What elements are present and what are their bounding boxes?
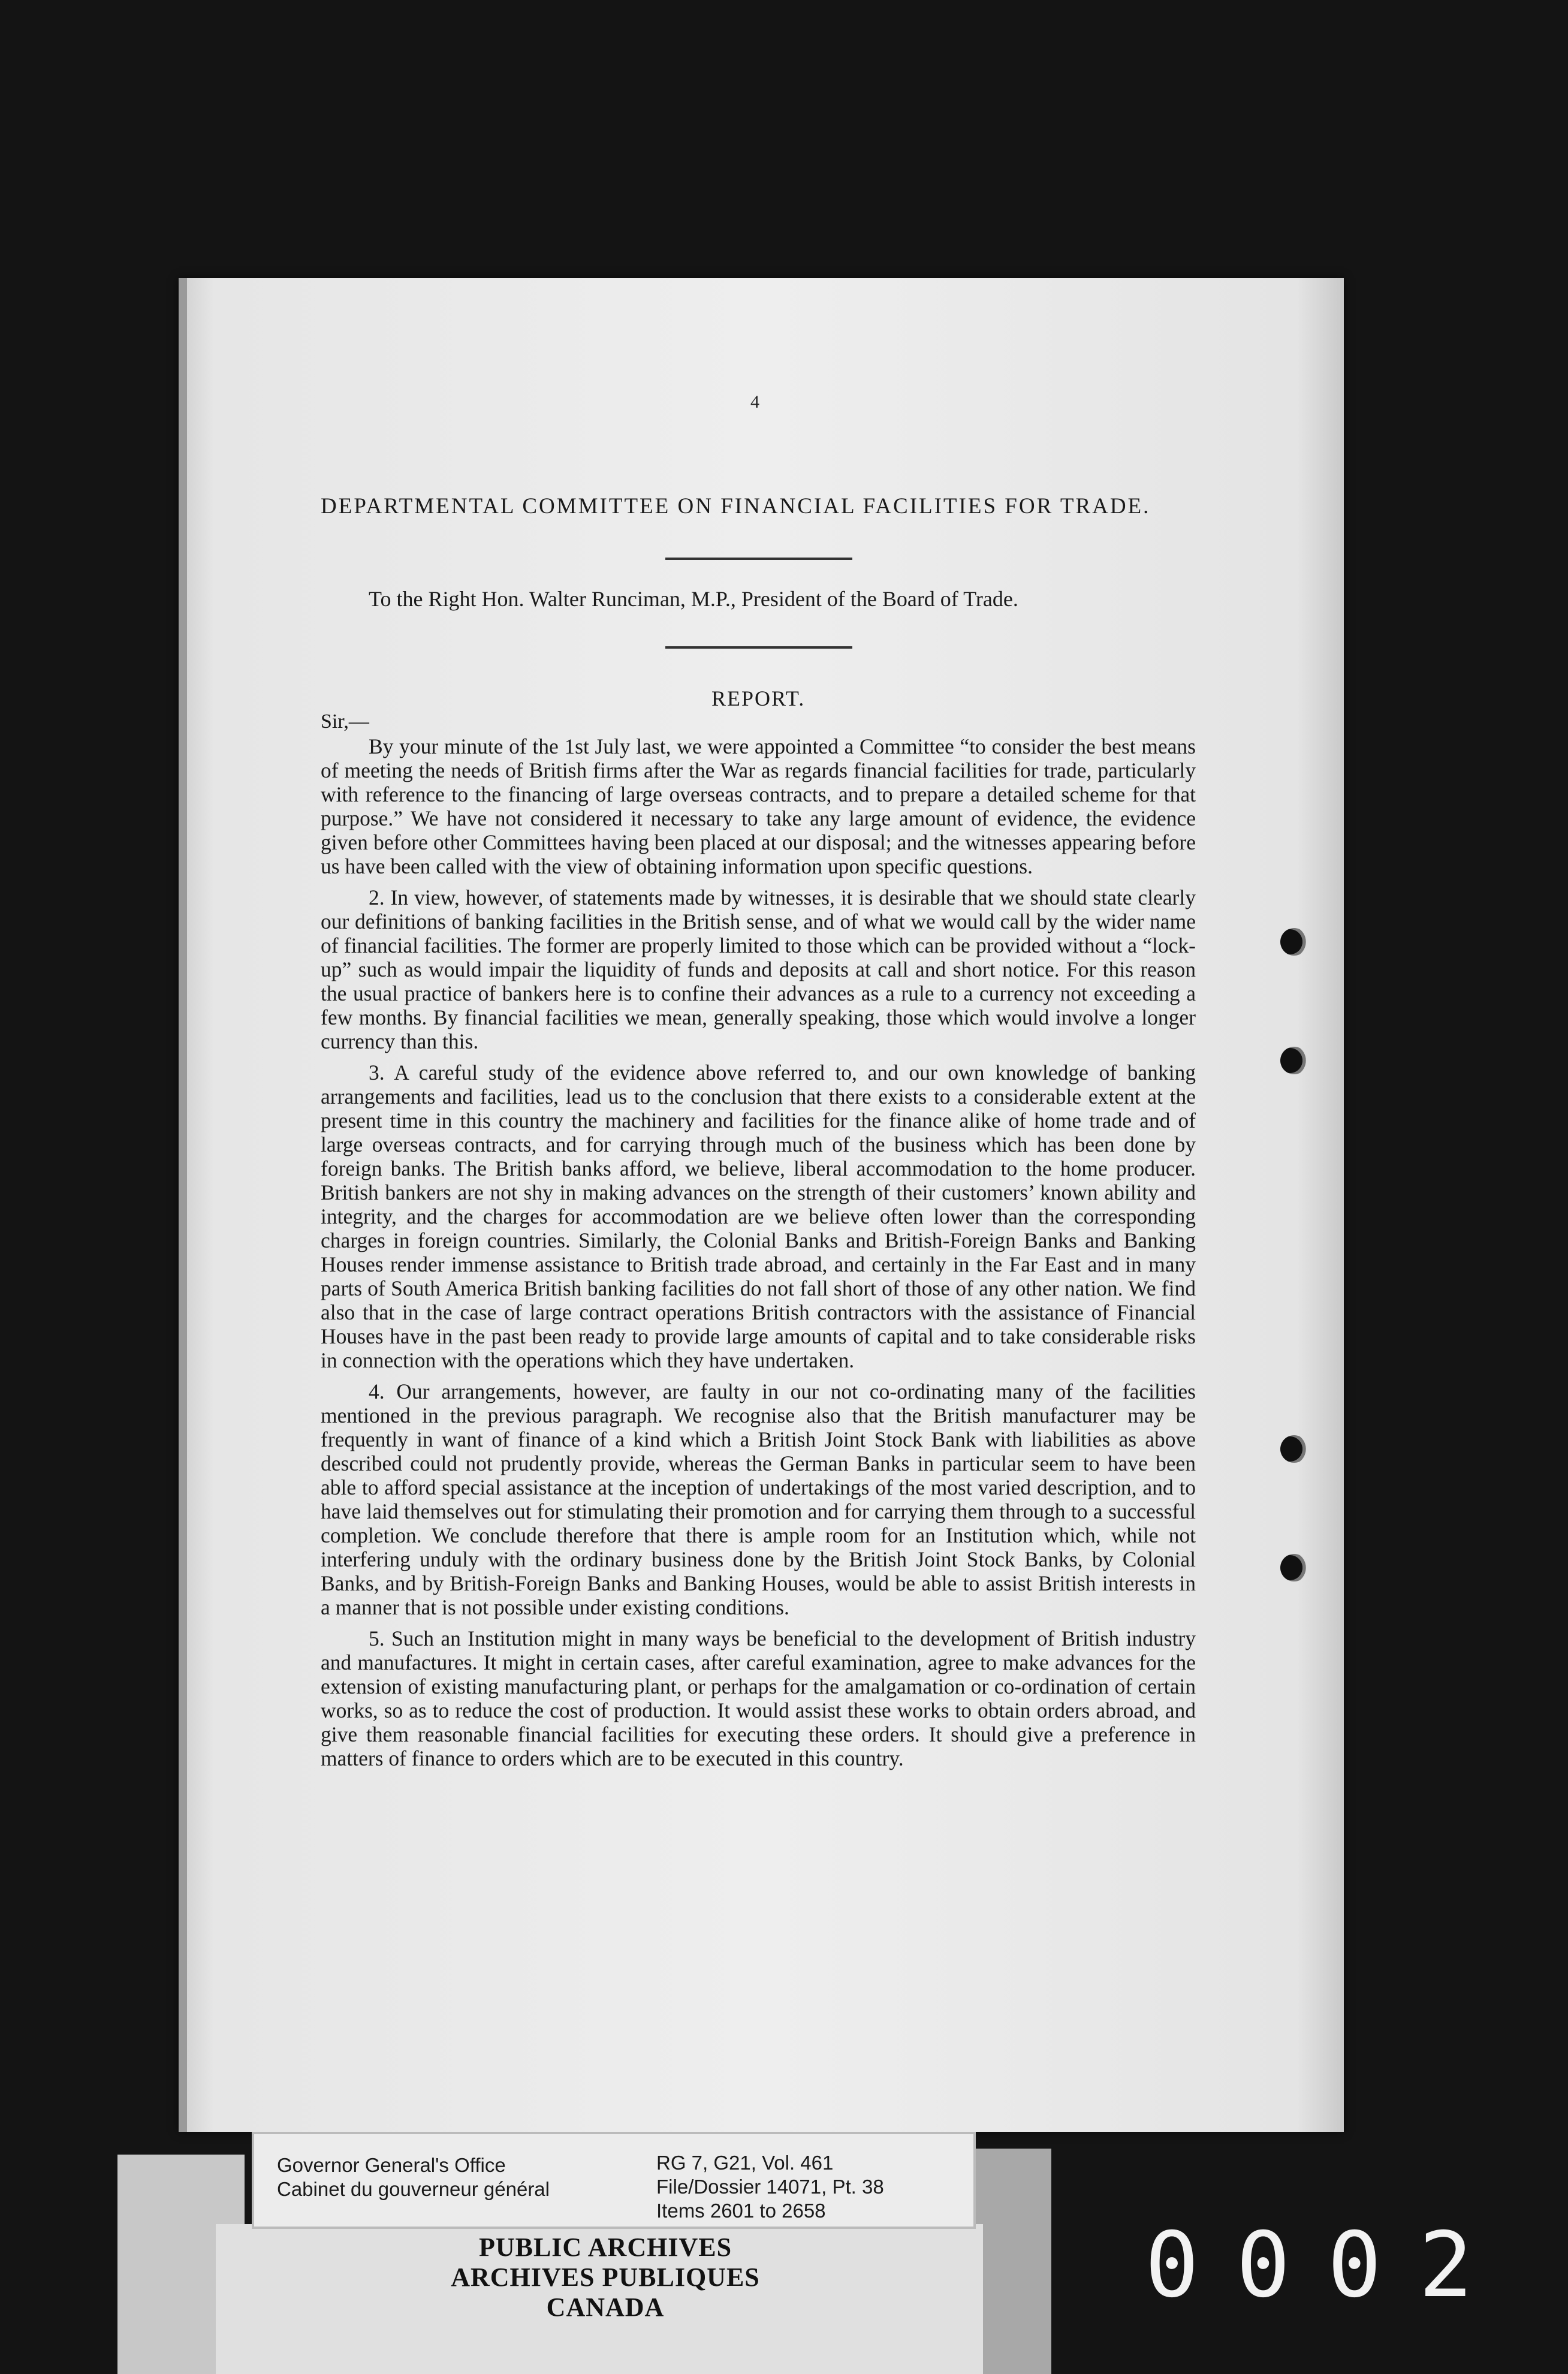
office-english: Governor General's Office bbox=[277, 2154, 506, 2176]
paragraph-2: 2. In view, however, of statements made by witnesses, it is desirable that we should state clearly our definitions of banking facilities in the British sense, and of what we would call by the wider name of financial facilities. The former are properly limited to those which can be provided without a “lock-up” such as would impair the liquidity of funds and deposits at call and short notice. For this reason the usual practice of bankers here is to confine their advances as a rule to a currency not exceeding a few months. By financial facilities we mean, generally speaking, those which would involve a longer currency than this. bbox=[321, 885, 1196, 1053]
binding-hole bbox=[1280, 1554, 1308, 1581]
items-range: Items 2601 to 2658 bbox=[656, 2200, 826, 2222]
title-divider-bottom bbox=[665, 646, 852, 649]
addressee-line: To the Right Hon. Walter Runciman, M.P., President of the Board of Trade. bbox=[369, 587, 1018, 611]
report-heading: REPORT. bbox=[711, 686, 806, 710]
archive-label-reference bbox=[656, 2151, 884, 2223]
archive-stamp bbox=[372, 2233, 839, 2322]
paragraph-1: By your minute of the 1st July last, we were appointed a Committee “to consider the best means of meeting the needs of British firms after the War as regards financial facilities for trade, particularly with reference to the financing of large overseas contracts, and to prepare a detailed scheme for that purpose.” We have not considered it necessary to take any large amount of evidence, the evidence given before other Committees having been placed at our disposal; and the witnesses appearing before us have been called with the view of obtaining information upon specific questions. bbox=[321, 734, 1196, 878]
archive-label-office bbox=[277, 2153, 550, 2201]
binding-hole bbox=[1280, 1047, 1308, 1074]
paragraph-3: 3. A careful study of the evidence above referred to, and our own knowledge of banking arrangements and facilities, lead us to the conclusion that there exists to a considerable extent at the present time in this country the machinery and facilities for the finance alike of home trade and of large overseas contracts, and for carrying through much of the business which has been done by foreign banks. The British banks afford, we believe, liberal accommodation to the home producer. British bankers are not shy in making advances on the strength of their customers’ known ability and integrity, and the charges for accommodation are we believe often lower than the corresponding charges in foreign countries. Similarly, the Colonial Banks and British-Foreign Banks and Banking Houses render immense assistance to British trade abroad, and certainly in the Far East and in many parts of South America British banking facilities do not fall short of those of any other nation. We find also that in the case of large contract operations British contractors with the assistance of Financial Houses have in the past been ready to provide large amounts of capital and to take considerable risks in connection with the operations which they have undertaken. bbox=[321, 1061, 1196, 1372]
file-dossier: File/Dossier 14071, Pt. 38 bbox=[656, 2176, 884, 2198]
binding-hole bbox=[1280, 928, 1308, 956]
page-number: 4 bbox=[750, 392, 759, 412]
committee-title: DEPARTMENTAL COMMITTEE ON FINANCIAL FACILITIES FOR TRADE. bbox=[321, 494, 1151, 519]
stamp-line-3: CANADA bbox=[546, 2292, 665, 2322]
stamp-line-1: PUBLIC ARCHIVES bbox=[478, 2233, 732, 2262]
stamp-line-2: ARCHIVES PUBLIQUES bbox=[451, 2262, 760, 2292]
frame-number: 0002 bbox=[1145, 2213, 1510, 2318]
record-group: RG 7, G21, Vol. 461 bbox=[656, 2152, 834, 2174]
binding-hole bbox=[1280, 1435, 1308, 1463]
salutation: Sir,— bbox=[321, 710, 369, 733]
paragraph-5: 5. Such an Institution might in many ways be beneficial to the development of British industry and manufactures. It might in certain cases, after careful examination, agree to make advances for the extension of existing manufacturing plant, or perhaps for the amalgamation or co-ordination of certain works, so as to reduce the cost of production. It would assist these works to obtain orders abroad, and give them reasonable financial facilities for executing these orders. It should give a preference in matters of finance to orders which are to be executed in this country. bbox=[321, 1626, 1196, 1770]
report-body bbox=[321, 734, 1196, 1778]
page-left-edge bbox=[179, 278, 187, 2132]
office-french: Cabinet du gouverneur général bbox=[277, 2178, 550, 2200]
paragraph-4: 4. Our arrangements, however, are faulty in our not co-ordinating many of the facilities mentioned in the previous paragraph. We recognise also that the British manufacturer may be frequently in want of finance of a kind which a British Joint Stock Bank with liabilities as above described could not prudently provide, whereas the German Banks in particular seem to have been able to afford special assistance at the inception of undertakings of the most varied description, and to have laid themselves out for stimulating their promotion and for carrying them through to a successful completion. We conclude therefore that there is ample room for an Institution which, while not interfering unduly with the ordinary business done by the British Joint Stock Banks, by Colonial Banks, and by British-Foreign Banks and Banking Houses, would be able to assist British interests in a manner that is not possible under existing conditions. bbox=[321, 1379, 1196, 1619]
title-divider-top bbox=[665, 558, 852, 560]
